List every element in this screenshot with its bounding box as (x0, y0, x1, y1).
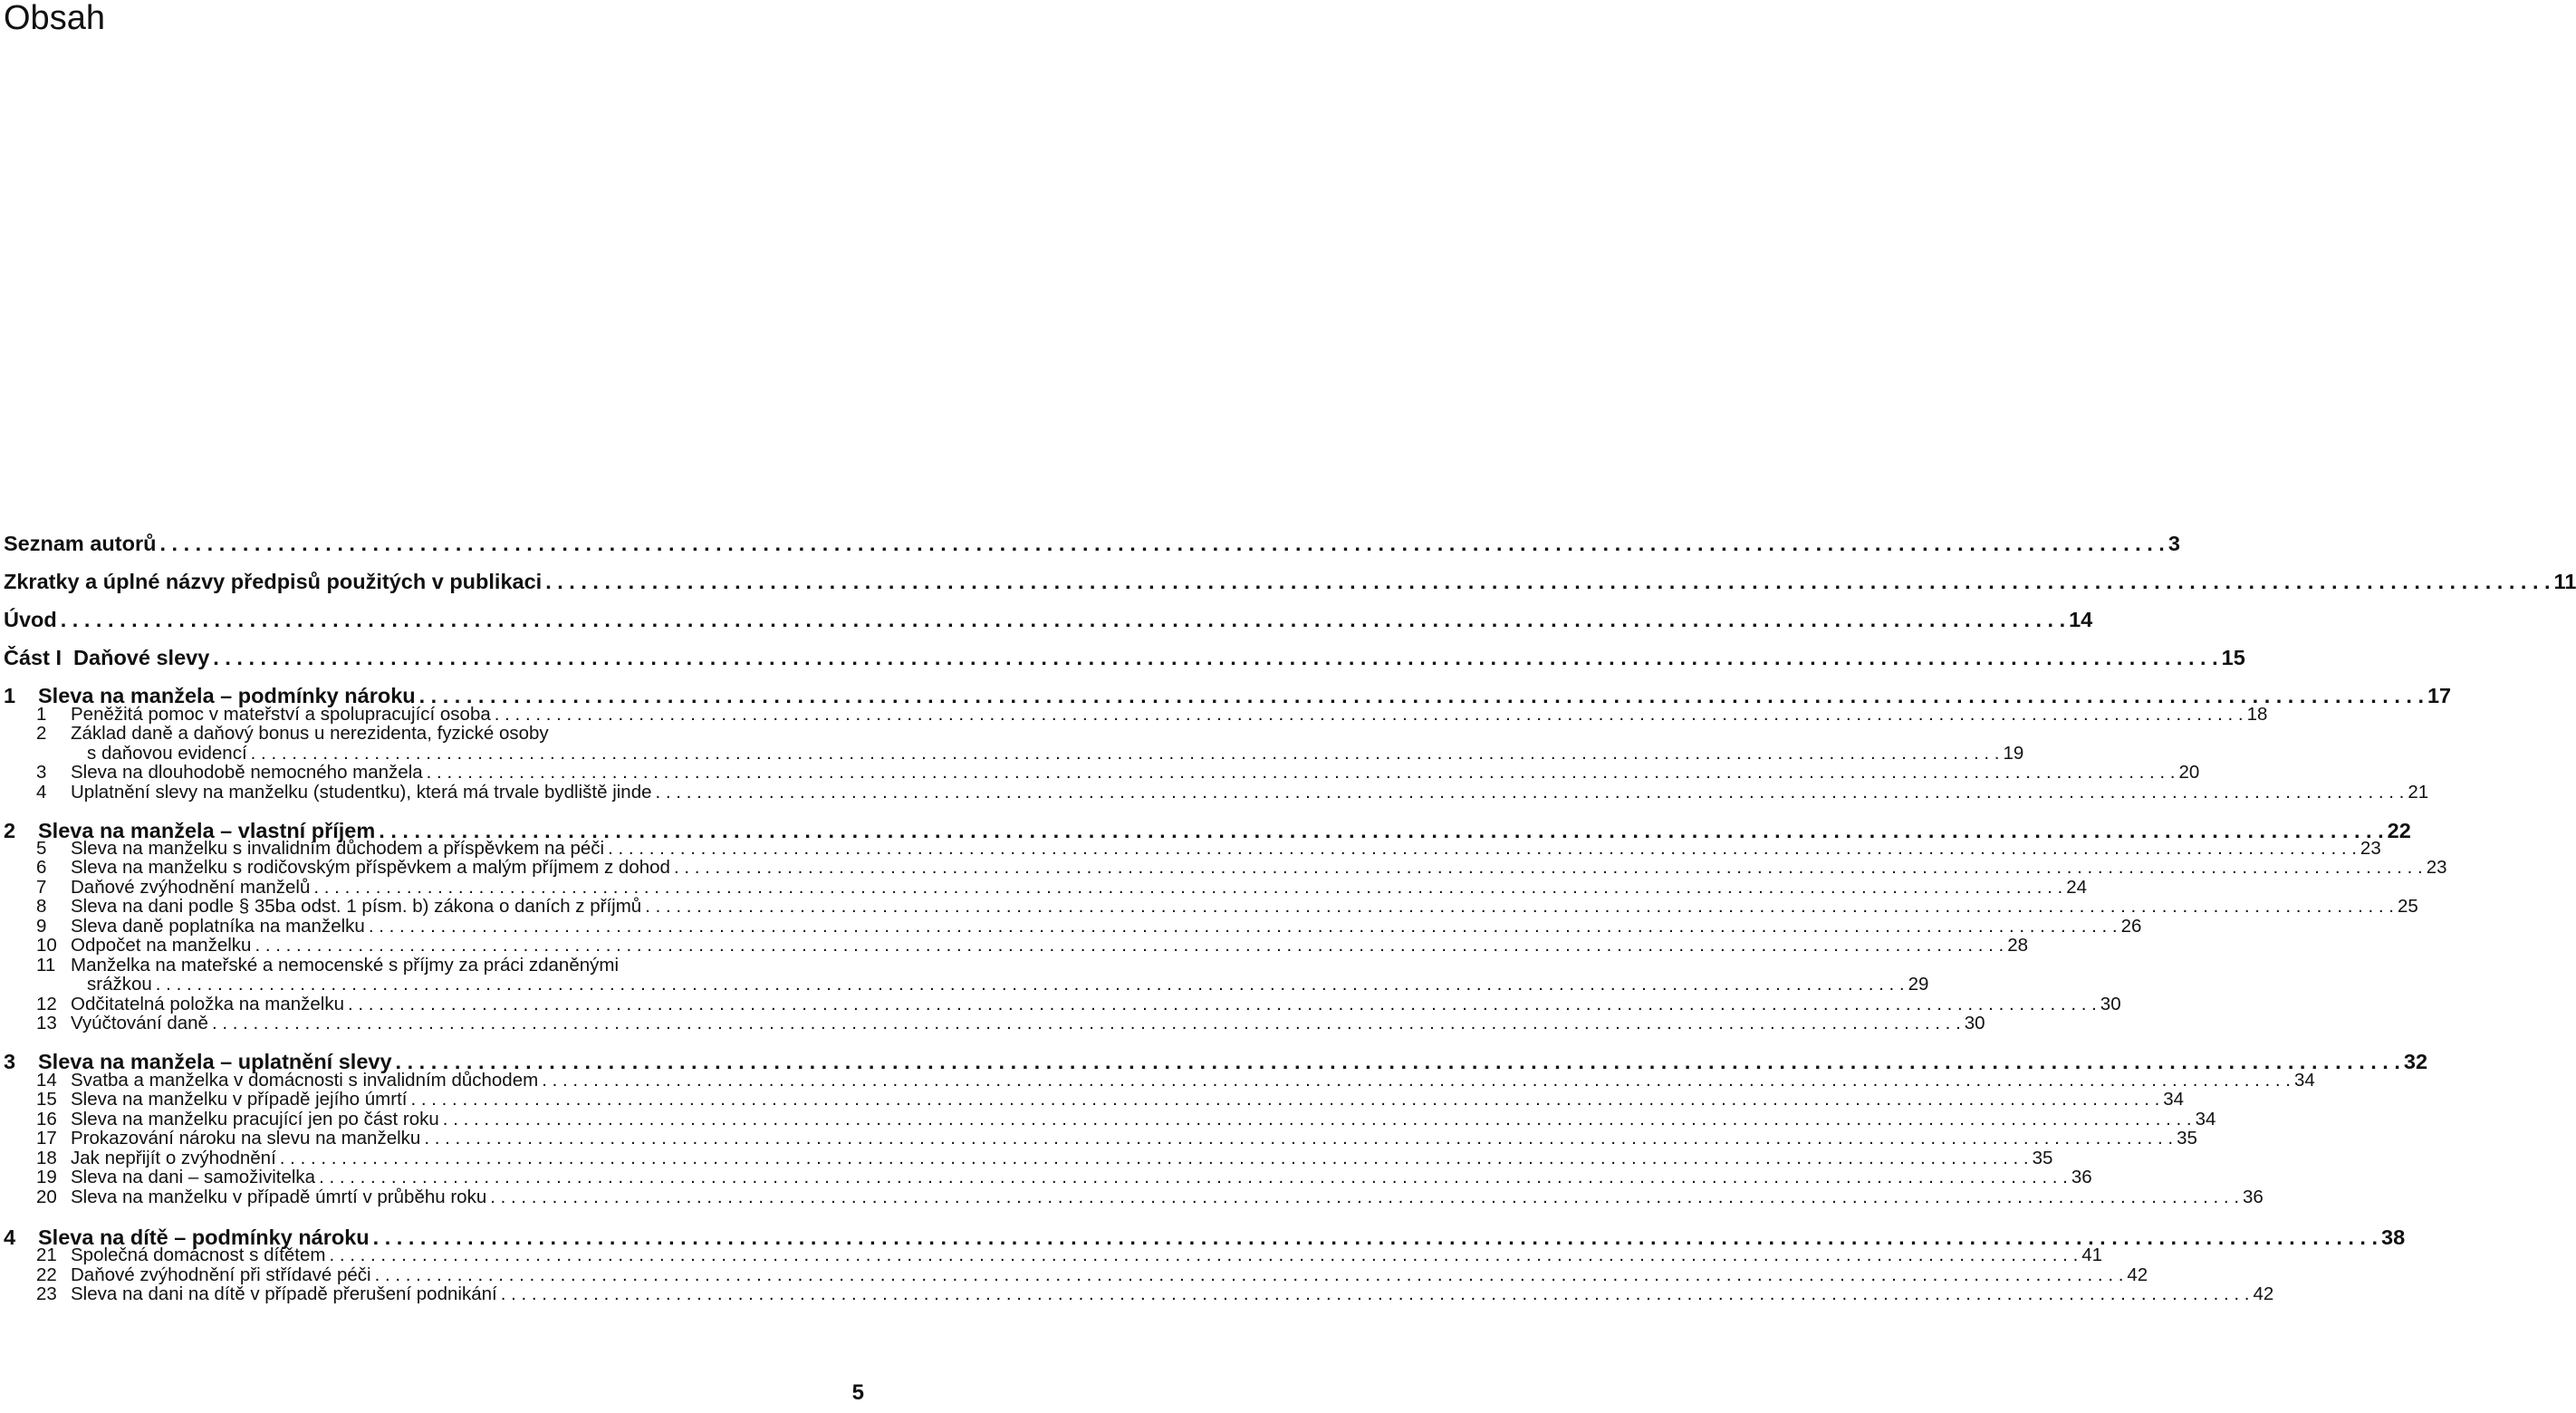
toc-entry-page: 26 (2120, 916, 2142, 937)
toc-entry-page: 20 (2178, 762, 2200, 783)
toc-case (4, 762, 2200, 783)
dot-leader (674, 857, 2423, 879)
case-number: 2 (36, 723, 47, 744)
toc-entry-page: 34 (2293, 1070, 2315, 1091)
dot-leader (501, 1283, 2250, 1305)
case-number: 10 (36, 935, 57, 956)
toc-entry-title: Sleva na dani podle § 35ba odst. 1 písm. b) zákona o daních z příjmů (71, 896, 642, 917)
toc-entry-title: Sleva na manželku s invalidním důchodem a příspěvkem na péči (71, 838, 605, 859)
case-number: 20 (36, 1187, 57, 1207)
toc-entry-page: 25 (2398, 896, 2418, 917)
toc-case (4, 1128, 2197, 1149)
toc-entry-title: Uplatnění slevy na manželku (studentku), která má trvale bydliště jinde (71, 782, 652, 803)
toc-entry-title: Základ daně a daňový bonus u nerezidenta, fyzické osoby (71, 723, 549, 744)
toc-entry-page: 15 (2221, 646, 2245, 669)
case-number: 16 (36, 1109, 57, 1129)
toc-entry-page: 18 (2246, 704, 2268, 725)
toc-case (4, 1013, 1985, 1034)
toc-entry-title: Zkratky a úplné názvy předpisů použitých v publikaci (4, 570, 543, 593)
toc-entry-title: Svatba a manželka v domácnosti s invalidním důchodem (71, 1070, 539, 1091)
toc-entry-title: Manželka na mateřské a nemocenské s příjmy za práci zdaněnými (71, 955, 620, 976)
toc-entry-title: Úvod (4, 608, 57, 631)
dot-leader (545, 570, 2550, 594)
toc-entry-page: 28 (2007, 935, 2029, 956)
dot-leader (255, 935, 2004, 956)
chapter-number: 3 (4, 1050, 16, 1073)
dot-leader (213, 646, 2217, 670)
toc-entry-page: 32 (2403, 1050, 2428, 1073)
toc-case (4, 935, 2029, 956)
case-number: 9 (36, 916, 47, 937)
toc-entry-title: Sleva na dani na dítě v případě přerušení podnikání (71, 1283, 497, 1304)
toc-entry-title: Sleva na manžela – podmínky nároku (38, 684, 416, 707)
case-number: 12 (36, 994, 57, 1014)
case-number: 4 (36, 782, 47, 803)
page-title: Obsah (4, 0, 105, 37)
toc-case (4, 1283, 2274, 1305)
toc-entry (4, 570, 2576, 594)
dot-leader (156, 974, 1905, 995)
toc-entry-title: Sleva na manželku pracující jen po část roku (71, 1109, 439, 1129)
toc-entry-title: Peněžitá pomoc v mateřství a spolupracující osoba (71, 704, 491, 725)
toc-entry-page: 42 (2253, 1283, 2274, 1304)
toc-entry-title: Společná domácnost s dítětem (71, 1245, 326, 1265)
toc-entry-title: Odpočet na manželku (71, 935, 252, 956)
toc-entry-page: 41 (2081, 1245, 2103, 1265)
toc-entry-page: 21 (2408, 782, 2429, 803)
toc-entry-page: 19 (2003, 743, 2024, 764)
toc-case (4, 1089, 2185, 1110)
dot-leader (490, 1187, 2239, 1208)
toc-entry-title: Sleva na manželku v případě úmrtí v průběhu roku (71, 1187, 487, 1207)
case-number: 7 (36, 877, 47, 898)
chapter-number: 2 (4, 819, 16, 842)
case-number: 3 (36, 762, 47, 783)
case-number: 11 (36, 955, 56, 976)
toc-entry-title: Sleva daně poplatníka na manželku (71, 916, 365, 937)
case-number: 23 (36, 1283, 57, 1304)
toc-entry-title: Sleva na manžela – uplatnění slevy (38, 1050, 392, 1073)
toc-entry-page: 30 (2100, 994, 2121, 1014)
dot-leader (212, 1013, 1961, 1034)
toc-entry-title: Sleva na manželku v případě jejího úmrtí (71, 1089, 408, 1110)
toc-entry-page: 35 (2032, 1148, 2053, 1168)
toc-entry-page: 30 (1964, 1013, 1985, 1033)
toc-case (4, 1167, 2092, 1188)
toc-entry-title: Odčitatelná položka na manželku (71, 994, 344, 1014)
toc-entry-page: 17 (2427, 684, 2452, 707)
toc-entry (4, 646, 2245, 670)
dot-leader (424, 1128, 2173, 1149)
toc-entry-title: Sleva na dlouhodobě nemocného manžela (71, 762, 423, 783)
case-number: 6 (36, 857, 47, 878)
case-number: 5 (36, 838, 47, 859)
toc-entry-title: Prokazování nároku na slevu na manželku (71, 1128, 421, 1149)
toc-entry-page: 14 (2069, 608, 2093, 631)
toc-entry-title: Daňové zvýhodnění při střídavé péči (71, 1264, 371, 1285)
dot-leader (656, 782, 2405, 803)
toc-entry-title-continuation: srážkou (87, 974, 152, 995)
dot-leader (61, 608, 2065, 632)
toc-entry-continuation (87, 974, 1929, 995)
dot-leader (159, 532, 2164, 556)
toc-entry-page: 34 (2163, 1089, 2185, 1110)
toc-case (4, 723, 861, 745)
chapter-number: 1 (4, 684, 16, 707)
toc-entry-page: 36 (2243, 1187, 2264, 1207)
toc-entry-title: Sleva na dítě – podmínky nároku (38, 1226, 370, 1249)
toc-entry-page: 29 (1908, 974, 1929, 995)
toc-entry-title: Vyúčtování daně (71, 1013, 208, 1033)
toc-entry-page: 22 (2387, 819, 2411, 842)
dot-leader (645, 896, 2394, 918)
toc-entry-title: Seznam autorů (4, 532, 157, 555)
case-number: 15 (36, 1089, 57, 1110)
case-number: 19 (36, 1167, 57, 1187)
toc-entry-title-continuation: s daňovou evidencí (87, 743, 247, 764)
toc-entry (4, 532, 2180, 556)
case-number: 18 (36, 1148, 57, 1168)
case-number: 8 (36, 896, 47, 917)
toc-case (4, 896, 2418, 918)
toc-case (4, 1245, 2103, 1266)
toc-entry-page: 24 (2066, 877, 2087, 898)
toc-entry-page: 38 (2381, 1226, 2406, 1249)
toc-entry-page: 23 (2360, 838, 2381, 859)
toc-entry-page: 34 (2195, 1109, 2216, 1129)
toc-entry-title: Jak nepřijít o zvýhodnění (71, 1148, 276, 1168)
toc-entry-page: 23 (2426, 857, 2447, 878)
case-number: 1 (36, 704, 47, 725)
dot-leader (319, 1167, 2068, 1188)
case-number: 21 (36, 1245, 57, 1265)
toc-entry-page: 35 (2177, 1128, 2197, 1149)
page-number: 5 (851, 1380, 864, 1405)
dot-leader (410, 1089, 2159, 1110)
case-number: 22 (36, 1264, 57, 1285)
chapter-number: 4 (4, 1226, 16, 1249)
toc-entry-title: Sleva na manželku s rodičovským příspěvkem a malým příjmem z dohod (71, 857, 670, 878)
toc-entry-page: 3 (2167, 532, 2180, 555)
toc-case (4, 857, 2447, 879)
toc-entry-title: Sleva na manžela – vlastní příjem (38, 819, 376, 842)
toc-entry-page: 36 (2071, 1167, 2092, 1187)
toc-entry (4, 608, 2093, 632)
dot-leader (427, 762, 2176, 783)
case-number: 17 (36, 1128, 57, 1149)
toc-case (4, 1187, 2264, 1208)
toc-entry-title: Daňové zvýhodnění manželů (71, 877, 311, 898)
toc-entry-title: Část I Daňové slevy (4, 646, 210, 669)
toc-entry-title: Sleva na dani – samoživitelka (71, 1167, 316, 1187)
toc-entry-page: 11 (2553, 570, 2576, 593)
toc-entry-page: 42 (2127, 1264, 2148, 1285)
case-number: 13 (36, 1013, 57, 1033)
dot-leader (329, 1245, 2078, 1266)
toc-case (4, 782, 2429, 803)
case-number: 14 (36, 1070, 57, 1091)
